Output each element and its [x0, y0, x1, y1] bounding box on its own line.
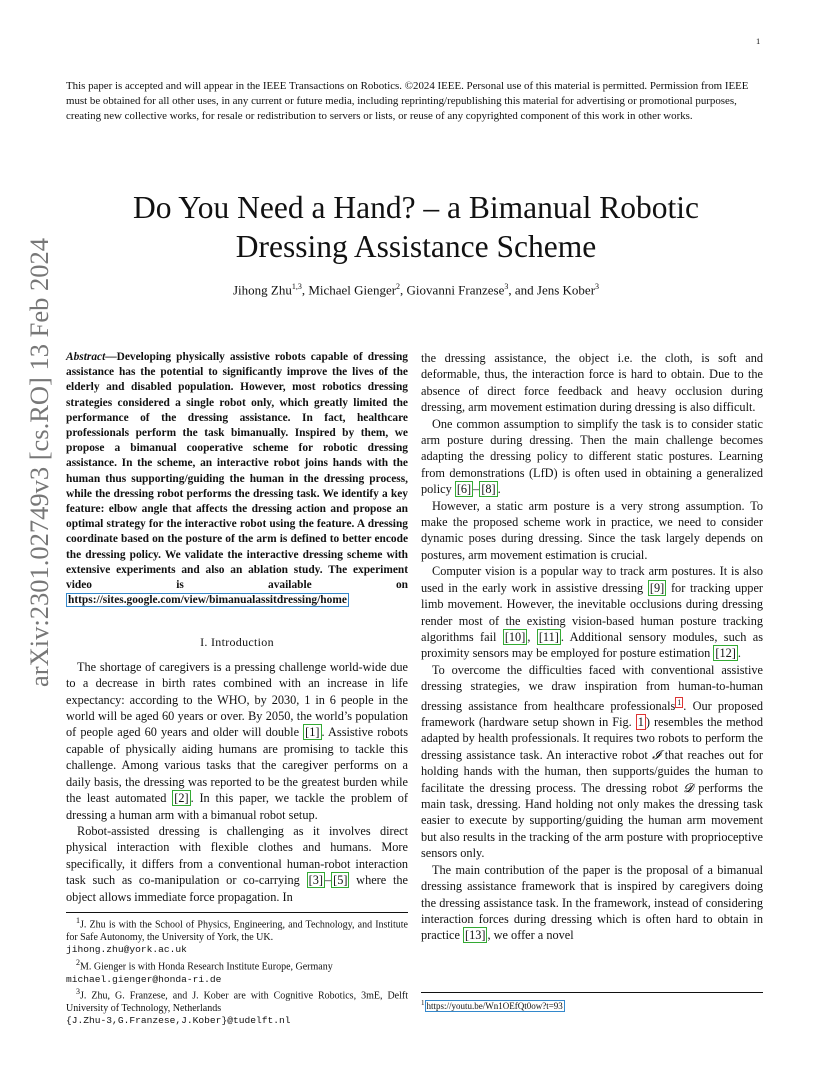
email-address: {J.Zhu-3,G.Franzese,J.Kober}@tudelft.nl — [66, 1015, 291, 1027]
paragraph-text: The main contribution of the paper is the proposal of a bimanual dressing assistance framework that is inspired by caregivers doing the dressing assistance task. In the framework, instead of considering interaction forces during dressing which is often hard to obtain in practice — [421, 862, 763, 943]
section-heading: I. Introduction — [200, 635, 274, 650]
author-list — [66, 282, 766, 298]
citation-link[interactable]: [5] — [333, 873, 348, 888]
citation-link[interactable]: [6] — [456, 482, 472, 497]
footnotes — [66, 912, 408, 1028]
paragraph-text: . Our proposed framework (hardware setup shown in Fig. — [421, 698, 763, 730]
author-name: , and Jens Kober — [508, 282, 596, 298]
body-paragraph — [421, 662, 763, 862]
page-number: 1 — [756, 36, 761, 46]
copyright-notice: This paper is accepted and will appear in the IEEE Transactions on Robotics. ©2024 IEEE. Personal use of this material is permitted. Permission from IEEE must be obtained for all other uses, in any current or future media, including reprinting/republishing this material for advertising or promotional purposes, creating new collective works, for resale or redistribution to servers or lists, or reuse of any copyrighted component of this work in other works. — [66, 80, 749, 122]
citation-link[interactable]: [3] — [308, 873, 323, 888]
author-name: Jihong Zhu — [232, 282, 292, 298]
body-paragraph — [421, 563, 763, 661]
paragraph-text: for tracking upper limb movement. However, the inevitable occlusions during dressing render most of the existing vision-based human posture tracking algorithms fail — [421, 580, 763, 644]
intro-paragraph — [66, 659, 408, 823]
paragraph-text: . In this paper, we tackle the problem of dressing a human arm with a bimanual robot setup. — [66, 791, 408, 822]
page-footnote — [421, 992, 763, 1011]
arxiv-identifier: arXiv:2301.02749v3 [cs.RO] 13 Feb 2024 — [24, 238, 54, 687]
title-line-1: Do You Need a Hand? – a Bimanual Robotic — [132, 190, 700, 225]
citation-link[interactable]: [8] — [481, 482, 496, 497]
paragraph-text: Robot-assisted dressing is challenging as it involves direct physical interaction with flexible clothes and humans. More specifically, it differs from a conventional human-robot interaction task such as co-manipulation or co-carrying — [66, 823, 408, 888]
paragraph-text: , we offer a novel — [487, 928, 574, 943]
footnote-text: M. Gienger is with Honda Research Institute Europe, Germany — [80, 961, 333, 973]
paragraph-text: Computer vision is a popular way to track arm postures. It is also used in the early work in assistive dressing — [421, 564, 763, 595]
math-symbol: 𝓓 — [683, 780, 693, 795]
citation-link[interactable]: [10] — [504, 629, 526, 644]
right-column — [421, 350, 763, 944]
affiliation-mark: 1,3 — [291, 282, 302, 291]
body-paragraph — [421, 350, 763, 416]
author-name: , Michael Gienger — [301, 282, 397, 298]
footnote — [66, 915, 408, 957]
affiliation-mark: 2 — [396, 282, 401, 291]
footnote — [66, 986, 408, 1028]
paragraph-text: However, a static arm posture is a very strong assumption. To make the proposed scheme work in practice, we need to consider dynamic poses during dressing. Since the task largely depends on postures, arm movement estimation is crucial. — [421, 498, 763, 562]
math-symbol: 𝓘 — [652, 747, 661, 762]
email-address: jihong.zhu@york.ac.uk — [66, 944, 187, 956]
paragraph-text: . Assistive robots capable of physically aiding humans are promising to tackle this challenge. Among various tasks that the caregiver performs on a daily basis, the dressing was reported to be the greatest burden while the least automated — [66, 725, 408, 806]
footnote-mark: 3 — [76, 987, 80, 997]
paragraph-text: One common assumption to simplify the task is to consider static arm posture during dressing. Then the main challenge becomes adapting the dressing policy to different static postures. Learning from demonstrations (LfD) is often used in obtaining a generalized policy — [421, 416, 763, 497]
paragraph-text: – — [324, 873, 332, 888]
author-name: , Giovanni Franzese — [400, 282, 505, 298]
paragraph-text: . Additional sensory modules, such as proximity sensors may be employed for posture estimation — [421, 629, 763, 661]
paragraph-text: . — [737, 646, 741, 661]
paragraph-text: where the object allows immediate force propagation. In — [66, 873, 408, 904]
email-address: michael.gienger@honda-ri.de — [66, 973, 222, 985]
abstract-label: Abstract — [66, 351, 106, 363]
citation-link[interactable]: [1] — [305, 725, 320, 740]
body-paragraph — [421, 498, 763, 564]
citation-link[interactable]: [9] — [649, 580, 665, 595]
paragraph-text: performs the main task, dressing. Hand holding not only makes the dressing task easier to execute by supporting/guiding the human arm movement but also results in the tracking of the arm posture with proprioceptive sensors only. — [421, 780, 763, 861]
footnote-mark: 1 — [421, 999, 425, 1007]
abstract-text: —Developing physically assistive robots capable of dressing assistance has the potential to significantly improve the lives of the elderly and disabled population. However, most robotics dressing strategies considered a single robot only, which greatly limited the performance of the dressing assistance. In fact, healthcare professionals perform the task bimanually. Inspired by them, we propose a bimanual cooperative scheme for robotic dressing assistance. In the scheme, an interactive robot joins hands with the human thus supporting/guiding the human in the dressing process, while the dressing robot performs the dressing task. We identify a key feature: elbow angle that affects the dressing action and propose an optimal strategy for the interactive robot using the feature. A dressing coordinate based on the posture of the arm is defined to better encode the dressing policy. We validate the interactive dressing scheme with extensive experiments and also an ablation study. The experiment video is available on — [66, 351, 408, 592]
footnote-mark: 2 — [76, 957, 80, 967]
title-line-2: Dressing Assistance Scheme — [235, 229, 597, 264]
citation-link[interactable]: [2] — [174, 791, 189, 806]
footnote-mark: 1 — [76, 916, 80, 925]
left-column — [66, 350, 408, 905]
paragraph-text: ) resembles the method adapted by health professionals. It requires two robots to perform the dressing assistance task. An interactive robot — [421, 715, 763, 762]
video-link[interactable]: https://youtu.be/Wn1OEfQt0ow?t=93 — [426, 1001, 563, 1011]
affiliation-mark: 3 — [504, 282, 509, 291]
intro-paragraph — [66, 823, 408, 905]
citation-link[interactable]: [13] — [464, 928, 486, 943]
paragraph-text: The shortage of caregivers is a pressing challenge world-wide due to a decrease in birth rates combined with an increase in life expectancy: according to the WHO, by 2030, 1 in 6 people in the world will be aged 60 years or over. By 2050, the world’s population of people aged 60 years and older will double — [66, 659, 408, 740]
paragraph-text: . — [497, 482, 501, 497]
footnote — [66, 957, 408, 986]
paragraph-text: the dressing assistance, the object i.e. the cloth, is soft and deformable, thus, the interaction force is hard to obtain. Due to the absence of direct force feedback and heavy occlusion during dressing, arm movement estimation during dressing is also difficult. — [421, 351, 763, 415]
paragraph-text: that reaches out for holding hands with the human, then supports/guides the human to facilitate the dressing process. The dressing robot — [421, 747, 763, 795]
citation-link[interactable]: [12] — [715, 646, 736, 661]
affiliation-mark: 3 — [595, 282, 600, 291]
footnote-link[interactable]: 1 — [677, 697, 682, 707]
body-paragraph — [421, 862, 763, 944]
footnote-text: J. Zhu, G. Franzese, and J. Kober are with Cognitive Robotics, 3mE, Delft University of Technology, Netherlands — [66, 990, 408, 1014]
paper-title — [66, 188, 766, 266]
body-paragraph: One common assumption to simplify the task is to consider static arm posture during dressing. Then the main challenge becomes adapting the dressing policy to different static postures. Learning from demonstrations (LfD) is often used in obtaining a generalized policy [6] – [8] . — [421, 416, 763, 497]
paragraph-text: To overcome the difficulties faced with conventional assistive dressing strategies, we draw inspiration from human-to-human dressing assistance from healthcare professionals — [421, 662, 763, 713]
figure-link[interactable]: 1 — [637, 715, 644, 730]
project-page-link[interactable]: https://sites.google.com/view/bimanualassitdressing/home — [68, 594, 347, 607]
paragraph-text: , — [527, 629, 537, 644]
footnote-text: J. Zhu is with the School of Physics, Engineering, and Technology, and Institute for Safe Autonomy, the University of York, the UK. — [66, 919, 408, 943]
citation-link[interactable]: [11] — [538, 629, 559, 644]
abstract — [66, 350, 408, 608]
